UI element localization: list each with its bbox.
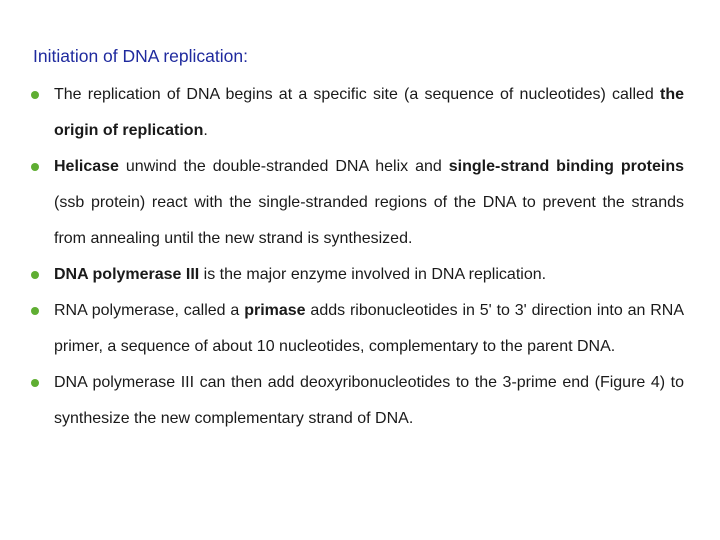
bullet-item-polymerase-iii: [30, 257, 684, 293]
bullet-text: unwind the double-stranded DNA helix and: [118, 158, 449, 175]
bullet-item-three-prime: [30, 365, 684, 437]
bullet-bold-text: DNA polymerase III: [54, 266, 200, 283]
bullet-list: [30, 77, 684, 437]
slide-heading: Initiation of DNA replication:: [33, 46, 248, 66]
bullet-item-helicase: [30, 149, 684, 257]
bullet-text: The replication of DNA begins at a specific site (a sequence of nucleotides) called: [54, 86, 660, 103]
bullet-bold-text: Helicase: [54, 158, 119, 175]
bullet-text: adds ribonucleotides in 5' to 3' direction into an RNA primer, a sequence of about 10 nucleotides, complementary to the parent DNA.: [54, 302, 685, 355]
bullet-item-primase: [30, 293, 684, 365]
bullet-dot-icon: [31, 271, 39, 279]
bullet-bold-text: primase: [244, 302, 306, 319]
bullet-item-origin: [30, 77, 684, 149]
bullet-text: is the major enzyme involved in DNA replication.: [199, 266, 547, 283]
bullet-dot-icon: [31, 379, 39, 387]
bullet-text: (ssb protein) react with the single-stranded regions of the DNA to prevent the strands from annealing until the new strand is synthesized.: [54, 194, 684, 247]
bullet-text: .: [203, 122, 208, 139]
bullet-dot-icon: [31, 163, 39, 171]
bullet-text: DNA polymerase III can then add deoxyribonucleotides to the 3-prime end (Figure 4) to synthesize the new complementary strand of DNA.: [54, 374, 684, 427]
bullet-bold-text: single-strand binding proteins: [448, 158, 685, 175]
bullet-bold-text: the origin of replication: [54, 86, 684, 139]
bullet-dot-icon: [31, 307, 39, 315]
bullet-text: RNA polymerase, called a: [54, 302, 245, 319]
bullet-dot-icon: [31, 91, 39, 99]
